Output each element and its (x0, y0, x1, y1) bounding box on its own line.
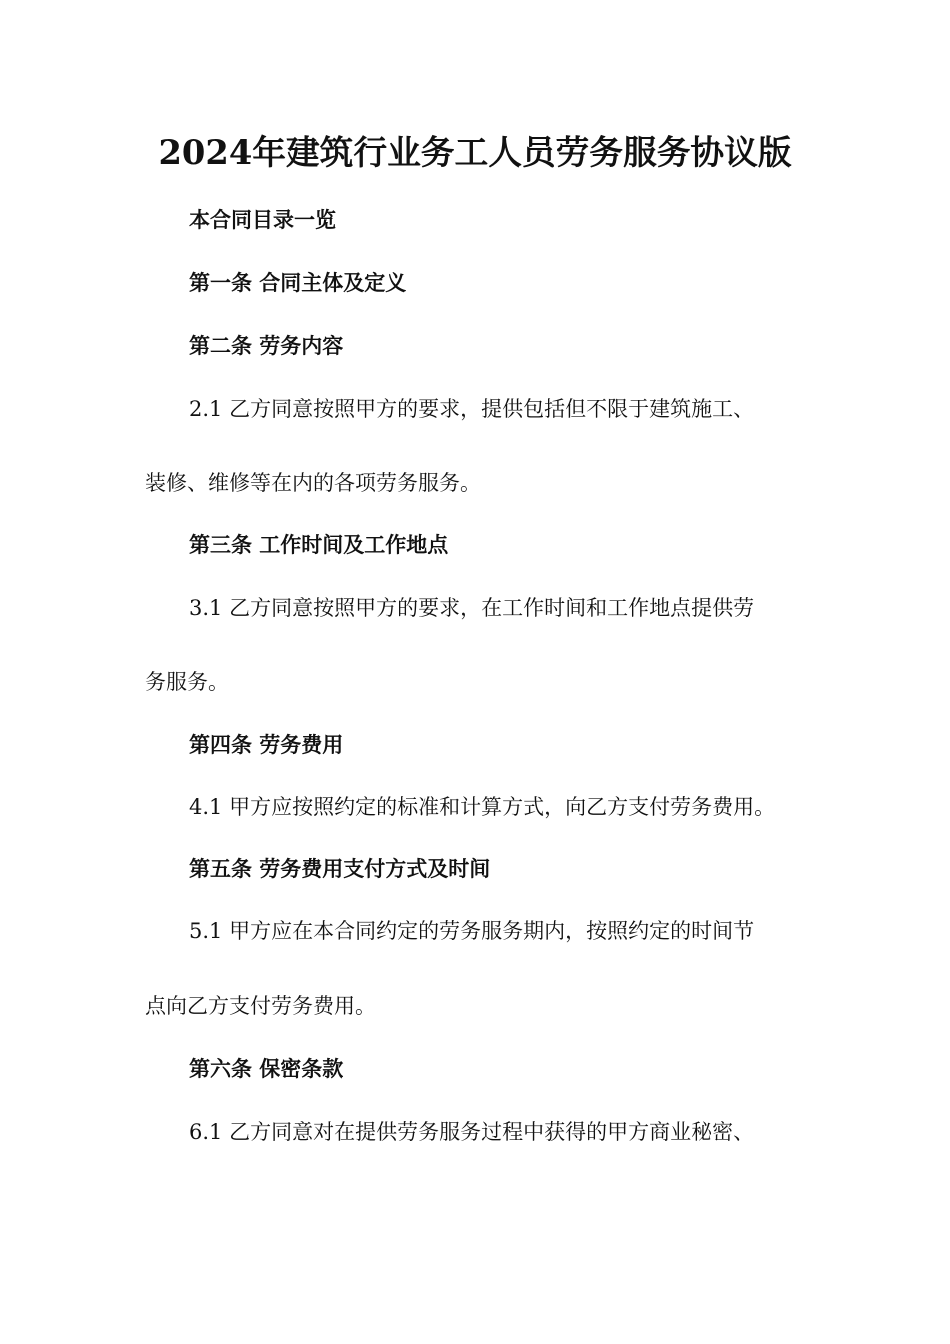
article-1-heading: 第一条 合同主体及定义 (189, 270, 407, 295)
article-3-heading: 第三条 工作时间及工作地点 (189, 532, 449, 557)
article-6-clause-line: 6.1 乙方同意对在提供劳务服务过程中获得的甲方商业秘密、 (189, 1120, 755, 1144)
document-title: 2024年建筑行业务工人员劳务服务协议版 (158, 132, 792, 172)
article-2-heading: 第二条 劳务内容 (189, 333, 344, 358)
article-4-clause-line: 4.1 甲方应按照约定的标准和计算方式，向乙方支付劳务费用。 (189, 795, 776, 819)
article-3-clause-continuation: 务服务。 (145, 670, 229, 694)
article-2-clause-continuation: 装修、维修等在内的各项劳务服务。 (145, 471, 481, 495)
article-5-clause-continuation: 点向乙方支付劳务费用。 (145, 994, 376, 1018)
article-4-heading: 第四条 劳务费用 (189, 732, 344, 757)
article-5-clause-line: 5.1 甲方应在本合同约定的劳务服务期内，按照约定的时间节 (189, 919, 755, 943)
article-6-heading: 第六条 保密条款 (189, 1056, 344, 1081)
article-2-clause-line: 2.1 乙方同意按照甲方的要求，提供包括但不限于建筑施工、 (189, 397, 755, 421)
article-3-clause-line: 3.1 乙方同意按照甲方的要求，在工作时间和工作地点提供劳 (189, 596, 755, 620)
toc-heading: 本合同目录一览 (189, 207, 336, 232)
article-5-heading: 第五条 劳务费用支付方式及时间 (189, 856, 491, 881)
